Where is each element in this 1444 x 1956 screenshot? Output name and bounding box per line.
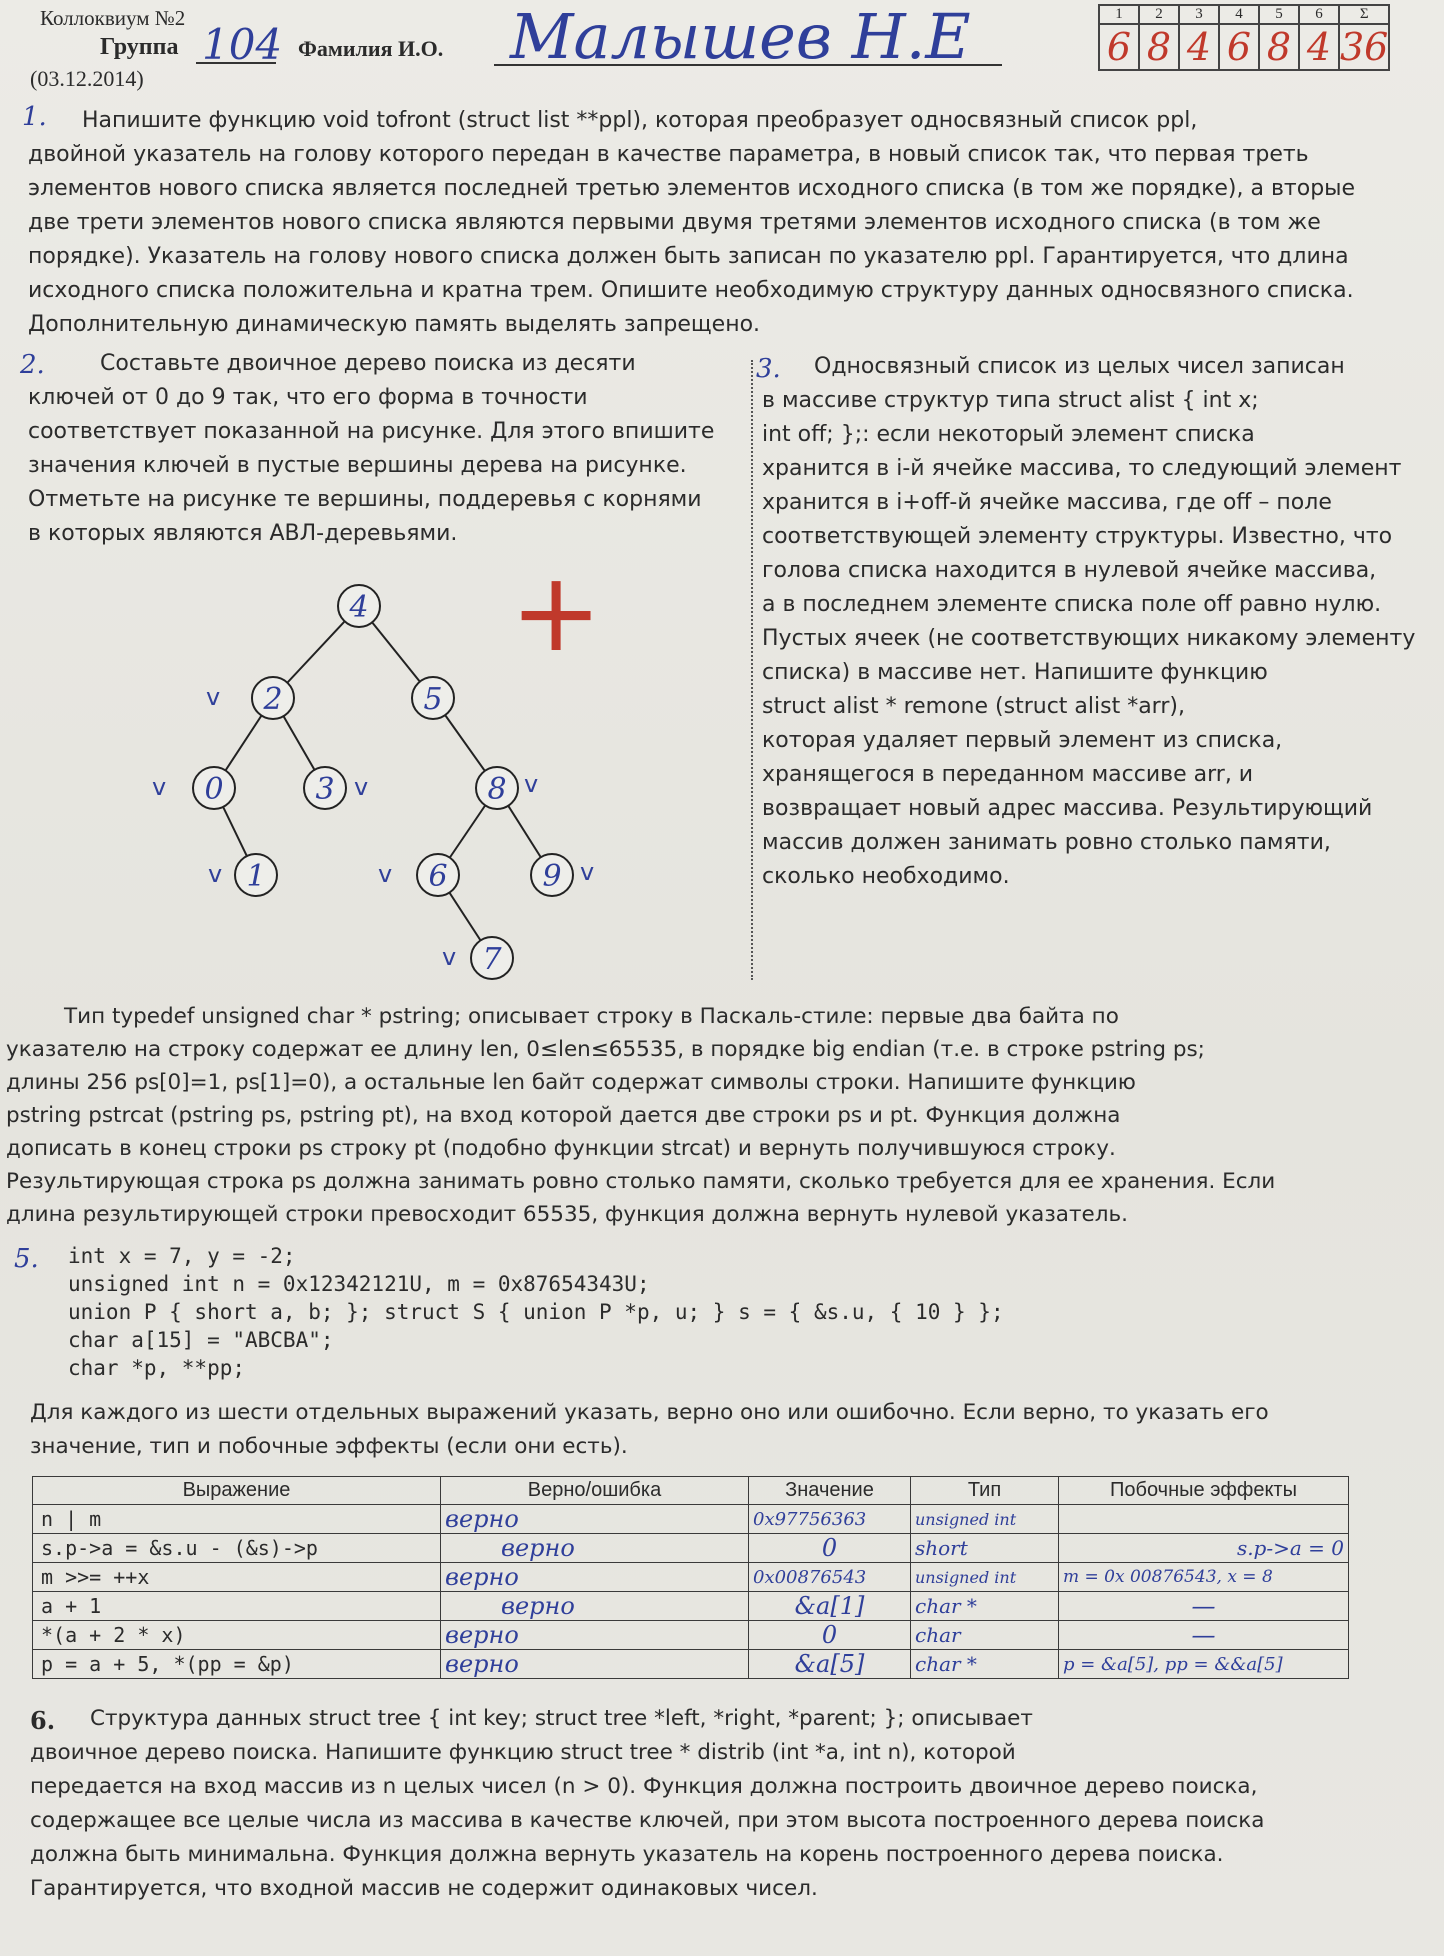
task6-line: содержащее все целые числа из массива в качестве ключей, при этом высота построенного дерева поиска (30, 1808, 1265, 1833)
task6-line: Структура данных struct tree { int key; struct tree *left, *right, *parent; }; описывает (90, 1706, 1033, 1731)
col-header-value: Значение (749, 1477, 911, 1505)
expr-cell: *(a + 2 * x) (33, 1621, 441, 1650)
score-value: 6 (1099, 24, 1139, 70)
score-header: 4 (1219, 5, 1259, 24)
bst-diagram (140, 570, 620, 990)
answer-value: 0 (749, 1534, 911, 1563)
task3-line: int off; };: если некоторый элемент списка (762, 422, 1255, 447)
code-line: unsigned int n = 0x12342121U, m = 0x87654343U; (68, 1272, 650, 1296)
answer-side: — (1059, 1592, 1349, 1621)
task4-line: pstring pstrcat (pstring ps, pstring pt), на вход которой дается две строки ps и pt. Функция должна (6, 1103, 1121, 1128)
task3-line: хранится в i+off-й ячейке массива, где off – поле (762, 490, 1332, 515)
answer-value: &a[1] (749, 1592, 911, 1621)
avl-check-mark: v (580, 858, 595, 886)
avl-check-mark: v (152, 773, 167, 801)
score-value: 8 (1139, 24, 1179, 70)
score-header: 2 (1139, 5, 1179, 24)
task4-line: дописать в конец строки ps строку pt (подобно функции strcat) и вернуть получившуюся строку. (6, 1136, 1116, 1161)
answer-value: 0 (749, 1621, 911, 1650)
table-row (33, 1534, 1349, 1563)
task6-text (30, 1702, 1264, 1906)
answer-side: p = &a[5], pp = &&a[5] (1059, 1650, 1349, 1679)
code-line: int x = 7, y = -2; (68, 1244, 296, 1268)
task6-line: должна быть минимальна. Функция должна вернуть указатель на корень построенного дерева поиска. (30, 1842, 1224, 1867)
tree-key: 3 (315, 772, 335, 807)
task2-line: значения ключей в пустые вершины дерева на рисунке. (28, 453, 687, 478)
col-header-type: Тип (911, 1477, 1059, 1505)
task1-line: исходного списка положительна и кратна трем. Опишите необходимую структуру данных односвязного списка. (28, 278, 1354, 303)
task1-number: 1. (22, 102, 47, 132)
table-row (33, 1563, 1349, 1592)
col-header-side-effects: Побочные эффекты (1059, 1477, 1349, 1505)
answer-value: 0x00876543 (749, 1563, 911, 1592)
tree-key: 5 (423, 682, 443, 717)
task3-text (762, 350, 1415, 894)
task6-line: Гарантируется, что входной массив не содержит одинаковых чисел. (30, 1876, 818, 1901)
answer-side: — (1059, 1621, 1349, 1650)
task3-line: в массиве структур типа struct alist { int x; (762, 388, 1259, 413)
col-header-correctness: Верно/ошибка (441, 1477, 749, 1505)
expr-cell: s.p->a = &s.u - (&s)->p (33, 1534, 441, 1563)
task3-line: Односвязный список из целых чисел записан (814, 354, 1345, 379)
avl-check-mark: v (206, 683, 221, 711)
task3-line: соответствующей элементу структуры. Известно, что (762, 524, 1393, 549)
tree-key: 1 (246, 859, 266, 894)
tree-key: 6 (428, 859, 448, 894)
col-header-expression: Выражение (33, 1477, 441, 1505)
task3-line: struct alist * remone (struct alist *arr), (762, 694, 1185, 719)
table-row (33, 1592, 1349, 1621)
score-value: 4 (1179, 24, 1219, 70)
tree-key: 8 (487, 772, 507, 807)
task4-line: Тип typedef unsigned char * pstring; описывает строку в Паскаль-стиле: первые два байта по (64, 1004, 1119, 1029)
task4-line: длина результирующей строки превосходит 65535, функция должна вернуть нулевой указатель. (6, 1202, 1128, 1227)
task3-line: которая удаляет первый элемент из списка, (762, 728, 1283, 753)
avl-check-mark: v (442, 943, 457, 971)
group-label: Группа (100, 34, 179, 60)
table-row (33, 1505, 1349, 1534)
task2-number: 2. (20, 350, 45, 380)
tree-key: 4 (349, 590, 369, 625)
answer-side: s.p->a = 0 (1059, 1534, 1349, 1563)
task5-number: 5. (14, 1244, 39, 1274)
avl-check-mark: v (354, 773, 369, 801)
task2-line: ключей от 0 до 9 так, что его форма в точности (28, 385, 588, 410)
answer-ok: верно (441, 1505, 749, 1534)
task6-line: двоичное дерево поиска. Напишите функцию struct tree * distrib (int *a, int n), которой (30, 1740, 1016, 1765)
score-header: 5 (1259, 5, 1299, 24)
answer-ok: верно (441, 1621, 749, 1650)
task6-number: 6. (30, 1706, 56, 1735)
avl-check-mark: v (208, 860, 223, 888)
expression-table (32, 1476, 1349, 1679)
task5-code (68, 1242, 1004, 1382)
task2-line: соответствует показанной на рисунке. Для этого впишите (28, 419, 715, 444)
task4-line: длины 256 ps[0]=1, ps[1]=0), а остальные len байт содержат символы строки. Напишите функцию (6, 1070, 1136, 1095)
answer-type: char * (911, 1592, 1059, 1621)
answer-ok: верно (441, 1534, 749, 1563)
task3-line: возвращает новый адрес массива. Результирующий (762, 796, 1373, 821)
answer-type: char * (911, 1650, 1059, 1679)
tree-key: 0 (204, 772, 224, 807)
task3-line: списка) в массиве нет. Напишите функцию (762, 660, 1268, 685)
task1-line: двойной указатель на голову которого передан в качестве параметра, в новый список так, что первая треть (28, 142, 1309, 167)
score-value: 6 (1219, 24, 1259, 70)
avl-check-mark: v (378, 860, 393, 888)
task5-prompt-line: Для каждого из шести отдельных выражений указать, верно оно или ошибочно. Если верно, то указать его (30, 1400, 1269, 1425)
task3-line: хранящегося в переданном массиве arr, и (762, 762, 1254, 787)
tree-key: 7 (482, 942, 502, 977)
answer-side: m = 0x 00876543, x = 8 (1059, 1563, 1349, 1592)
tree-key: 2 (263, 682, 283, 717)
task2-line: в которых являются АВЛ-деревьями. (28, 521, 458, 546)
answer-type: char (911, 1621, 1059, 1650)
task2-line: Отметьте на рисунке те вершины, поддеревья с корнями (28, 487, 702, 512)
task4-line: Результирующая строка ps должна занимать ровно столько памяти, сколько требуется для ее хранения. Если (6, 1169, 1276, 1194)
expr-cell: p = a + 5, *(pp = &p) (33, 1650, 441, 1679)
answer-type: unsigned int (911, 1563, 1059, 1592)
task3-line: Пустых ячеек (не соответствующих никакому элементу (762, 626, 1416, 651)
task3-line: сколько необходимо. (762, 864, 1010, 889)
task1-line: порядке). Указатель на голову нового списка должен быть записан по указателю ppl. Гарантируется, что длина (28, 244, 1349, 269)
answer-side (1059, 1505, 1349, 1534)
expr-cell: n | m (33, 1505, 441, 1534)
surname-label: Фамилия И.О. (298, 36, 444, 61)
score-header: Σ (1339, 5, 1389, 24)
code-line: char *p, **pp; (68, 1356, 246, 1380)
task3-line: голова списка находится в нулевой ячейке массива, (762, 558, 1377, 583)
score-header: 1 (1099, 5, 1139, 24)
avl-check-mark: v (524, 770, 539, 798)
task4-text (6, 1000, 1275, 1231)
answer-type: unsigned int (911, 1505, 1059, 1534)
group-handwritten: 104 (202, 20, 283, 69)
task3-line: хранится в i-й ячейке массива, то следующий элемент (762, 456, 1402, 481)
score-value: 8 (1259, 24, 1299, 70)
task1-line: Дополнительную динамическую память выделять запрещено. (28, 312, 761, 337)
code-line: char a[15] = "ABCBA"; (68, 1328, 334, 1352)
task2-text (28, 347, 714, 551)
grade-plus-mark: + (510, 570, 603, 676)
score-table (1098, 4, 1390, 71)
task3-line: а в последнем элементе списка поле off равно нулю. (762, 592, 1382, 617)
task1-line: две трети элементов нового списка являются первыми двумя третями элементов исходного списка (в том же (28, 210, 1321, 235)
score-value: 4 (1299, 24, 1339, 70)
answer-type: short (911, 1534, 1059, 1563)
task6-line: передается на вход массив из n целых чисел (n > 0). Функция должна построить двоичное дерево поиска, (30, 1774, 1258, 1799)
task2-line: Составьте двоичное дерево поиска из десяти (100, 351, 636, 376)
tree-key: 9 (542, 859, 562, 894)
task1-line: элементов нового списка является последней третью элементов исходного списка (в том же порядке), а вторые (28, 176, 1356, 201)
table-row (33, 1621, 1349, 1650)
table-row (33, 1650, 1349, 1679)
task4-line: указателю на строку содержат ее длину len, 0≤len≤65535, в порядке big endian (т.е. в строке pstring ps; (6, 1037, 1205, 1062)
column-divider (751, 360, 753, 980)
exam-date: (03.12.2014) (30, 66, 144, 91)
task3-number: 3. (756, 354, 781, 384)
answer-value: &a[5] (749, 1650, 911, 1679)
task5-prompt-line: значение, тип и побочные эффекты (если они есть). (30, 1434, 628, 1459)
exam-title: Коллоквиум №2 (40, 6, 186, 30)
task1-line: Напишите функцию void tofront (struct list **ppl), которая преобразует односвязный список ppl, (82, 108, 1198, 133)
score-header: 6 (1299, 5, 1339, 24)
code-line: union P { short a, b; }; struct S { union P *p, u; } s = { &s.u, { 10 } }; (68, 1300, 1004, 1324)
answer-value: 0x97756363 (749, 1505, 911, 1534)
expr-cell: m >>= ++x (33, 1563, 441, 1592)
answer-ok: верно (441, 1650, 749, 1679)
answer-ok: верно (441, 1592, 749, 1621)
task5-prompt (30, 1396, 1269, 1464)
surname-handwritten: Малышев Н.Е (510, 0, 971, 73)
answer-ok: верно (441, 1563, 749, 1592)
score-header: 3 (1179, 5, 1219, 24)
score-value: 36 (1340, 25, 1389, 69)
task3-line: массив должен занимать ровно столько памяти, (762, 830, 1331, 855)
expr-cell: a + 1 (33, 1592, 441, 1621)
task1-text (28, 104, 1355, 342)
